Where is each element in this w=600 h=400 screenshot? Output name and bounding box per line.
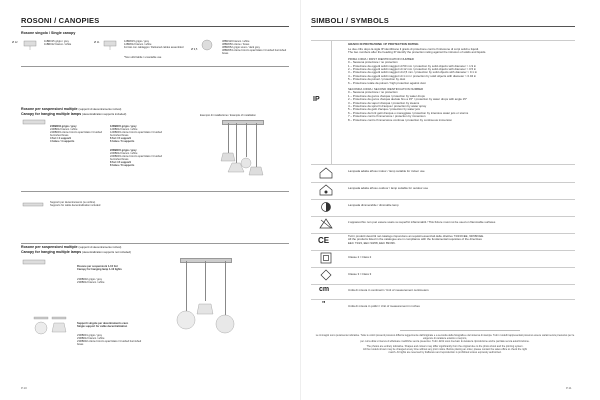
- installation-example-label: Esempio di installazione / Example of installation: [200, 114, 256, 117]
- section3-spec-title: Rosone per sospensioni 1-10 fori Canopy for hanging lamp 1-10 lights: [77, 265, 122, 272]
- cm-label: cm: [319, 286, 330, 293]
- outdoor-house-icon: [318, 184, 334, 196]
- single-canopy-dim-3: Ø 9,5: [191, 48, 198, 51]
- multi-canopy-drawing: [22, 118, 46, 128]
- ip-text: GRADO DI PROTEZIONE / IP PROTECTION RATING Le due cifre dopo la sigla IP identificano il grado di protezione contro l'intrusione di corpi solidi e liquidi. The two numbers after the heading IP identify the protection rating against the intrusion of solids and liquids. PRIMA CIFRA / FIRST IDENTIFICATION NUMBER 0 – Nessuna protezione / no protection 1 – Protezione da oggetti solidi maggiori di 50 mm / protection by solid objects with diameter > 1.9 in 2 – Protezione da oggetti solidi maggiori di 12 mm / protection by solid objects with diameter > 0.5 in 3 – Protezione da oggetti solidi maggiori di 2,5 mm / protection by solid objects with diameter > 0.1 in 4 – Protezione da oggetti solidi maggiori di 1 mm / protection by solid objects with diameter > 0.04 in 5 – Protezione da polveri / protection by dust 6 – Protezione totale da polveri / high protection against dust SECONDA CIFRA / SECOND IDENTIFICATION NUMBER 0 – Nessuna protezione / no protection 1 – Protezione da gocce d'acqua / protection by water drops 2 – Protezione da gocce d'acqua deviate fino a 15° / protection by water drops with angle 15° 3 – Protezione da vapori d'acqua / protection by steams 4 – Protezione da spruzzi d'acqua / protection by water spray 5 – Protezione da getti d'acqua / protection by water jets 6 – Protezione da forti getti d'acqua o mareggiate / protection by intensive water jets or storms 7 – Protezione contro l'immersione / protection by immersion 8 – Protezione contro l'immersione continua / protection by continuous immersion: [348, 42, 487, 122]
- support-note: Supporti per decentramento (su ordine) Supports for cable decentralization included: [50, 201, 101, 208]
- section2-rule: [21, 191, 289, 192]
- right-title-rule: [311, 26, 575, 27]
- disclaimer-text: Le immagini sono puramente indicative. Tutte le colori presenti possono differire leggermente dall'originale e a seconda della fotografia e del sistema di stampa. Tutti i modelli rappresentati possono essere variati senza preavviso per le esigenze di carattere estetico o tecnico, per cui la ditta si riserva di effettuare modifiche senza preavviso. Tutti i diritti sono riservati. È vietata la riproduzione anche parziale senza autorizzazione. The photos are entirely indicative. Shapes and colours may differ significantly from the original due to the photo shoot and the printing system. All the models shown may be changed at any time without any prior notice. Before placing an order, please contact the sales office to check the right match. All rights are reserved by Zafferano and reproduction is prohibited unless expressly authorized.: [315, 334, 575, 355]
- cluster-lamp-shades: [174, 296, 240, 336]
- symbol-text-cm: Unità di misura in centimetri / Unit of measurement centimeters: [348, 288, 429, 292]
- left-page-title: ROSONI / CANOPIES: [21, 16, 100, 25]
- section3-lower-note: Supporti singole per decentramento cavo Single support for cable decentralization: [77, 322, 129, 329]
- disclaimer-rule: [400, 330, 520, 331]
- cluster-cable-2: [205, 261, 206, 301]
- section3-canopy-drawing: [22, 258, 46, 268]
- symbol-text-inch: Unità di misura in pollici / Unit of measurement in inches: [348, 304, 420, 308]
- symbol-text-indoor: Lampada adatta all'uso indoor / lamp suitable for indoor use: [348, 169, 425, 173]
- symbol-row-divider-8: [311, 299, 575, 300]
- section1-footnote: *Non utilizzabile / unsuitable use: [124, 56, 162, 59]
- symbol-text-class3: Classe 3 / Class 3: [348, 272, 372, 276]
- house-icon: [318, 167, 334, 179]
- symbol-row-divider-6: [311, 267, 575, 268]
- single-canopy-dim-2: Ø 11: [94, 41, 100, 44]
- symbol-row-divider-3: [311, 216, 575, 217]
- support-drawing: [22, 201, 44, 209]
- dimmer-icon: [318, 201, 334, 213]
- symbol-row-divider-2: [311, 199, 575, 200]
- inch-label: ": [322, 301, 326, 308]
- spread-gutter: [300, 0, 301, 400]
- class-2-icon: [320, 252, 332, 264]
- single-canopy-drawing-1: [19, 38, 41, 50]
- single-canopy-codes-1: 11BR015 grigio / grey 11BR012 bianco / white: [44, 40, 72, 47]
- multi-canopy-group-1: 24RB004 grigio / grey 24RB012 bianco / white 24RB003 ottone bronzo spazzolato / brushed burnished brass 4 fori / 4 supporti 4 holes / 4 supports: [50, 125, 103, 144]
- flammable-surface-icon: [318, 218, 334, 230]
- ip-icon: IP: [313, 96, 320, 103]
- single-canopy-drawing-3: [196, 38, 218, 52]
- symbol-text-class2: Classe 2 / Class 2: [348, 255, 372, 259]
- symbol-row-divider-5: [311, 250, 575, 251]
- section1-rule: [21, 66, 289, 67]
- section1-heading: Rosone singolo / Single canopy: [21, 31, 76, 35]
- multi-canopy-group-2: 12RB015 grigio / grey 12RB012 bianco / white 12RB003 ottone bronzo spazzolato / brushed burnished brass 6 fori / 6 supporti 6 holes / 6 supports: [110, 125, 163, 144]
- section3-heading: Rosone per sospensioni multiple (supporti di decentramento inclusi): [21, 245, 122, 249]
- right-page-number: P.11: [566, 386, 572, 390]
- class-3-icon: [320, 269, 332, 281]
- single-support-drawing: [32, 315, 68, 337]
- example-lamp-shades: [218, 150, 268, 180]
- ip-column-rule: [331, 40, 332, 164]
- symbol-text-dimmable: Lampada dimmerabile / dimmable lamp: [348, 203, 399, 207]
- single-canopy-codes-3: 38BR120 bianco / white 38BR050 ottone / brass 38BR052 grigio scuro / dark grey 38BR053 ottone bronzo spazzolato / brushed burnished brass: [222, 40, 287, 56]
- left-title-rule: [21, 26, 289, 27]
- symbol-text-flammable: L'apparecchio non può essere usato su superfici infiammabili / This fixture must not be used on flammable surfaces: [348, 220, 496, 224]
- section2-heading-en: Canopy for hanging multiple lamps (decentralization supports included): [21, 112, 127, 116]
- symbol-row-divider-1: [311, 182, 575, 183]
- section2-heading: Rosone per sospensioni multiple (supporti di decentramento inclusi): [21, 107, 122, 111]
- section3-heading-en: Canopy for hanging multiple lamps (decentralization supports not included): [21, 250, 131, 254]
- left-page-number: P.10: [21, 386, 27, 390]
- section3-codes: 23RB002 grigio / grey 23RB012 bianco / white: [77, 278, 105, 285]
- multi-canopy-group-3: 22RB015 grigio / grey 22RB012 bianco / white 22RB003 ottone bronzo spazzolato / brushed burnished brass 8 fori / 8 supporti 8 holes / 8 supports: [110, 149, 163, 168]
- ce-icon: CE: [318, 236, 330, 245]
- single-canopy-codes-2: 12BR015 grigio / grey 12BR012 bianco / white Fornito con cablaggio / Delivered cables assembled: [124, 40, 184, 50]
- single-canopy-drawing-2: [100, 38, 122, 50]
- right-page-title: SIMBOLI / SYMBOLS: [311, 16, 389, 25]
- example-cable-1: [228, 123, 229, 153]
- symbol-row-divider-7: [311, 284, 575, 285]
- symbol-text-outdoor: Lampada adatta all'uso outdoor / lamp suitable for outdoor use: [348, 186, 429, 190]
- single-canopy-dim-1: Ø 12: [12, 41, 18, 44]
- section3-lower-codes: 23RB001 grigio / grey 23RB012 bianco / white 23RB002 ottone bronzo spazzolato / brushed burnished brass: [77, 334, 142, 347]
- section3-top-rule: [21, 243, 289, 244]
- symbol-text-ce: Tutti i prodotti descritti nel catalogo rispondono ai requisiti essenziali delle direttive 73/23/CEE, 93/68/CEE. All the products listed in the catalogue are in compliance with the fundamental requisites of the directives EEC 73/23, EEC 93/68, EEC 89/336.: [348, 234, 484, 245]
- symbol-row-divider-0: [311, 164, 575, 165]
